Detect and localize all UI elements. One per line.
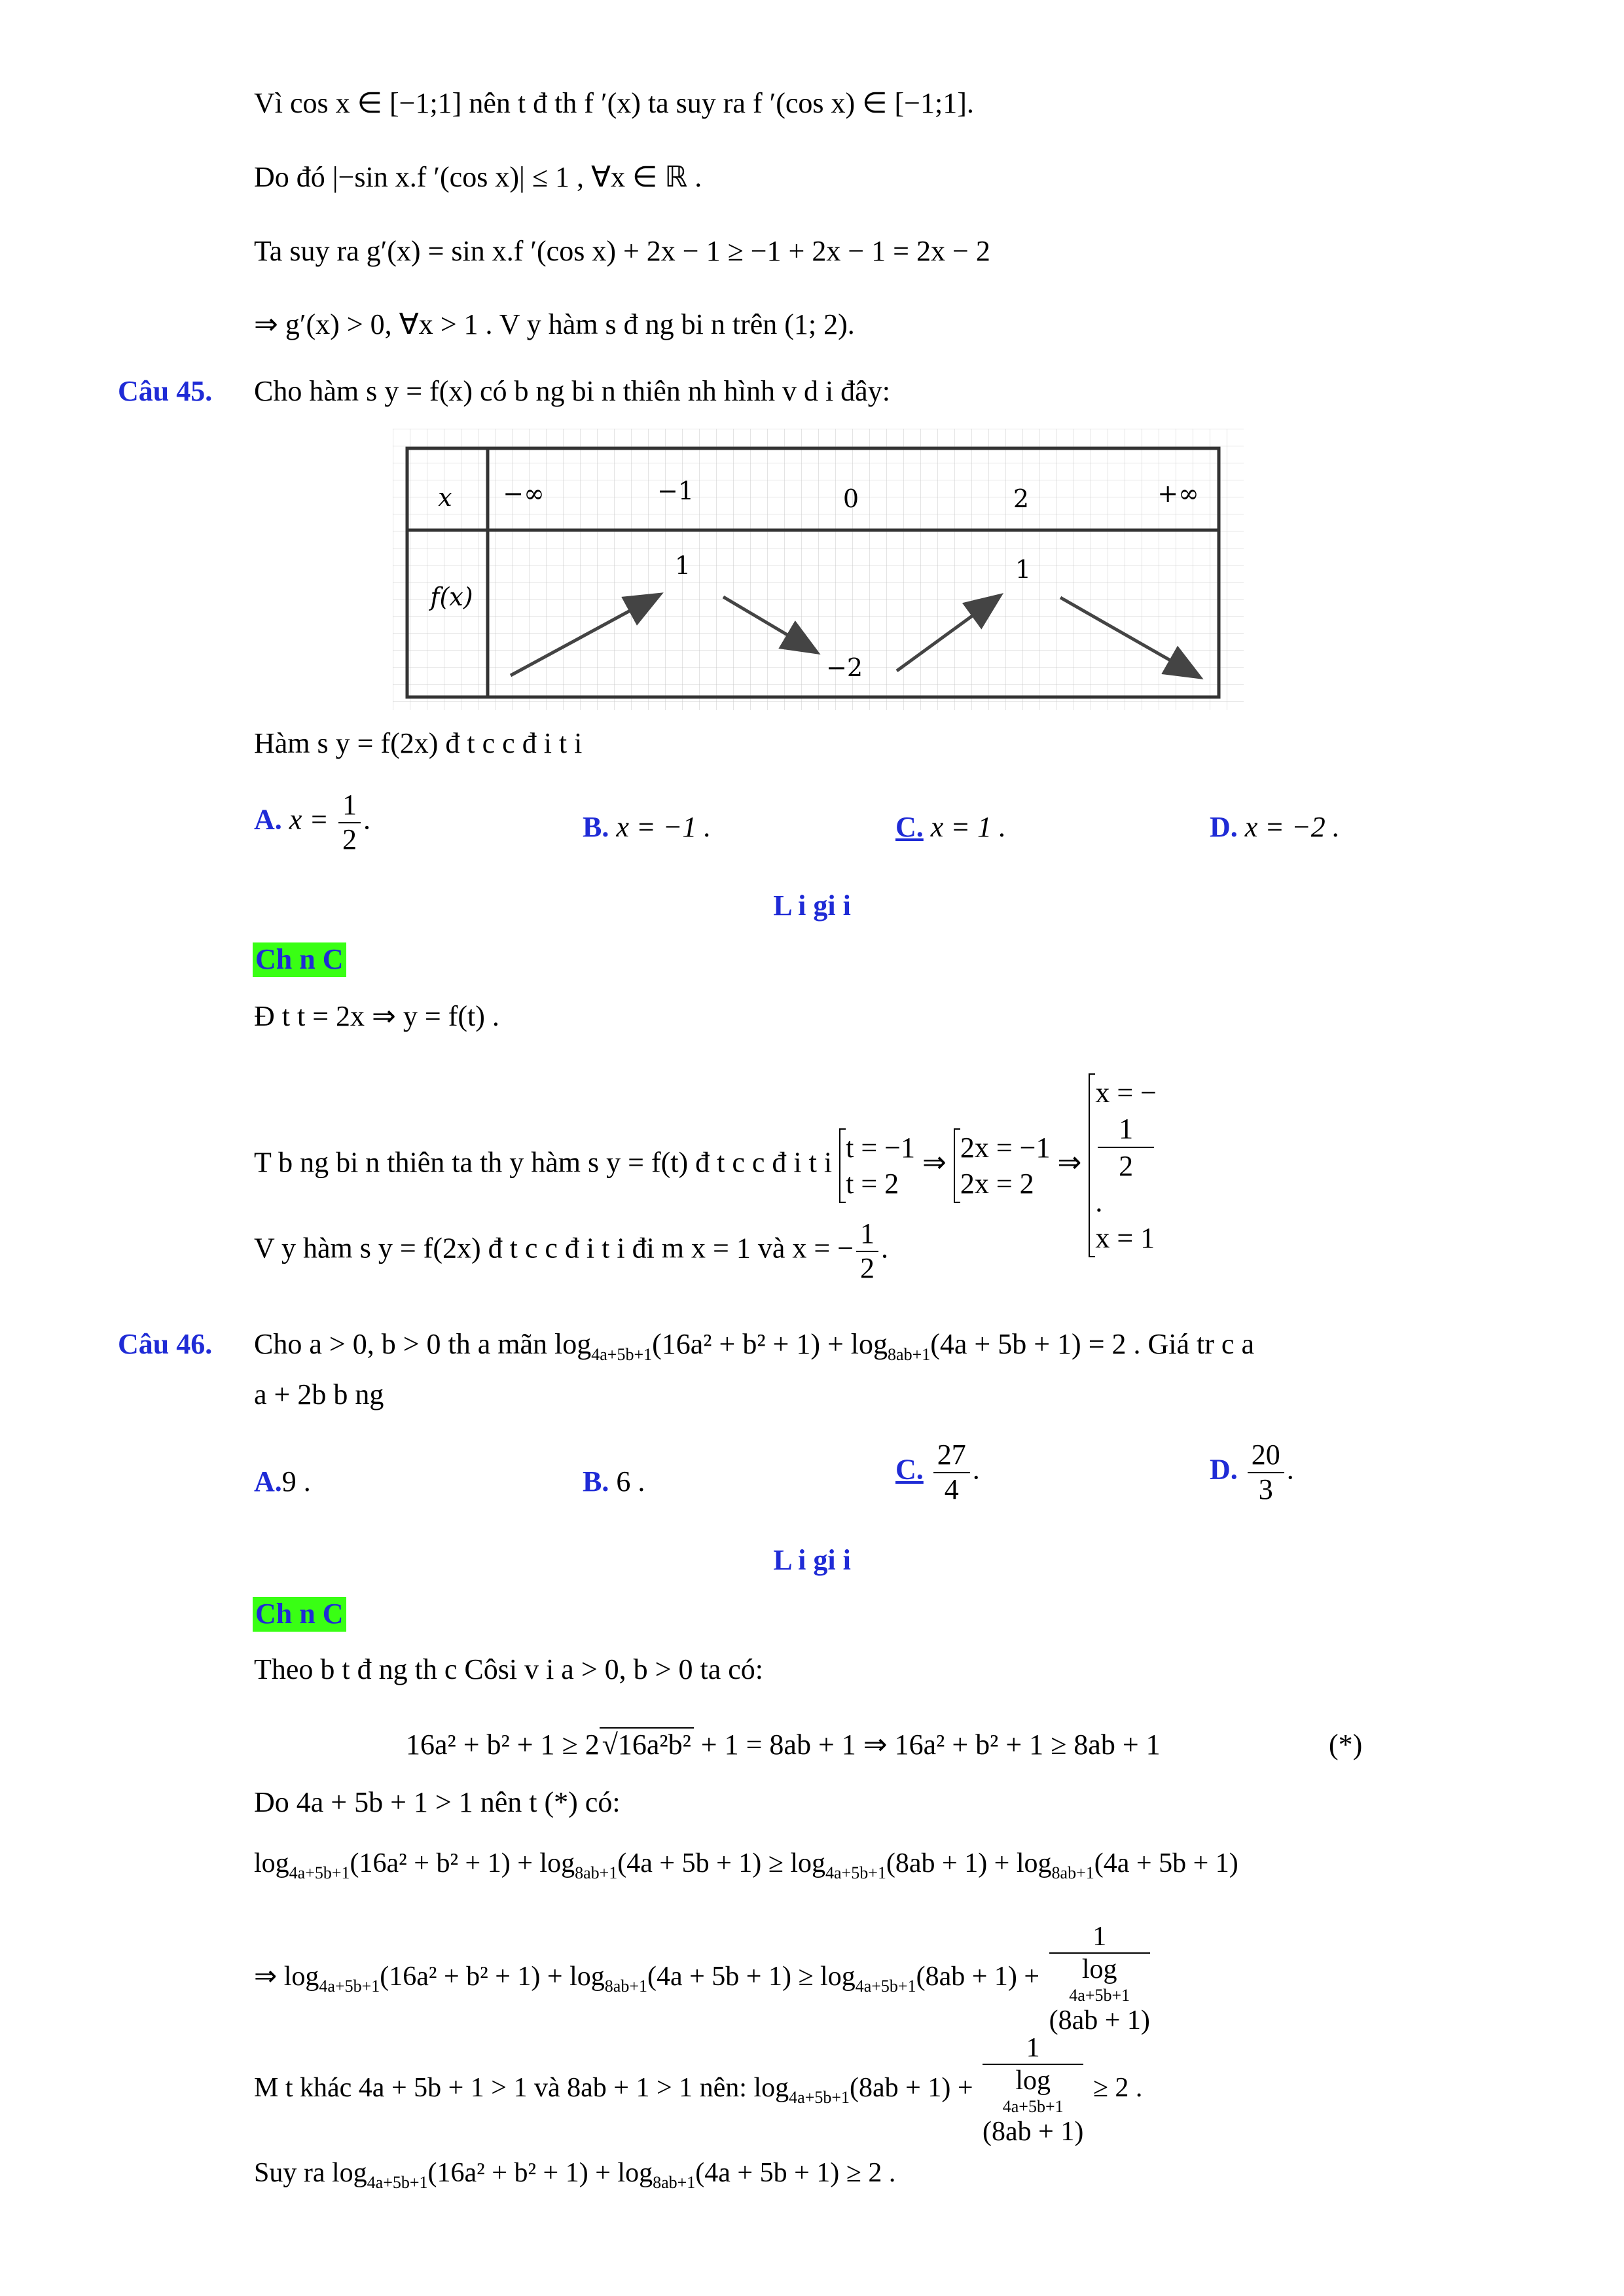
q45-step-3-text: V y hàm s y = f(2x) đ t c c đ i t i đi m x = 1 và x = − xyxy=(254,1232,854,1265)
q45-question: Hàm s y = f(2x) đ t c c đ i t i xyxy=(254,727,583,759)
q45-option-d-text: x = −2 . xyxy=(1244,811,1340,843)
q46-option-a[interactable] xyxy=(254,1465,311,1499)
q45-option-b[interactable] xyxy=(583,810,711,845)
q45-step-3-post: . xyxy=(881,1232,889,1265)
f-val-1: 1 xyxy=(674,551,691,580)
q46-option-a-text: 9 . xyxy=(281,1465,311,1498)
q45-system-2: 2x = −1 2x = 2 xyxy=(954,1128,1051,1203)
q45-system-1: t = −1 t = 2 xyxy=(839,1128,915,1203)
q46-label: Câu 46. xyxy=(118,1328,213,1360)
q46-step-5: ⇒ $\log_{4a+5b+1}(16a^2 + b^2 + 1) + \log_{8ab+1}(4a + 5b + 1) \ge \log_{4a+5b+1}(8ab + 1)$ + 1 log 4a+5b+1 (8ab + 1) xyxy=(254,1922,1150,2036)
x-val-2: −1 xyxy=(657,476,695,505)
q45-option-a-frac: $\frac{1}{2}$ xyxy=(338,789,361,856)
q45-step-2-text: T b ng bi n thiên ta th y hàm s y = f(t) đ t c c đ i t i xyxy=(254,1146,833,1179)
q45-option-b-text: x = −1 . xyxy=(616,811,712,843)
q46-step-4: $\log_{4a+5b+1}(16a^2 + b^2 + 1) + \log_{8ab+1}(4a + 5b + 1) \ge \log_{4a+5b+1}(8ab + 1) + \log_{8ab+1}(4a + 5b + 1)$ xyxy=(254,1848,1238,1882)
x-val-4: 2 xyxy=(1013,484,1030,513)
q45-option-c-key: C. xyxy=(895,811,924,843)
q46-step-2: 16a² + b² + 1 ≥ 2√16a²b² + 1 = 8ab + 1 ⇒ 16a² + b² + 1 ≥ 8ab + 1 xyxy=(406,1729,1161,1761)
q45-step-3-frac: $\frac{1}{2}$ xyxy=(856,1217,878,1285)
q46-step-6-frac: 1 log 4a+5b+1 (8ab + 1) xyxy=(983,2033,1084,2147)
q45-label: Câu 45. xyxy=(118,375,213,407)
line-1: Vì cos x ∈ [−1;1] nên t đ th f ′(x) ta suy ra f ′(cos x) ∈ [−1;1]. xyxy=(254,87,974,119)
q45-option-d-key: D. xyxy=(1210,811,1238,843)
q46-option-c-key: C. xyxy=(895,1453,924,1486)
f-label: f(x) xyxy=(430,583,473,611)
line-4: ⇒ g′(x) > 0, ∀x > 1 . V y hàm s đ ng bi n trên (1; 2). xyxy=(254,308,855,340)
x-val-1: −∞ xyxy=(503,479,545,508)
q46-option-d[interactable]: D. $\frac{20}{3}$ . xyxy=(1210,1439,1294,1505)
q46-text-2: a + 2b b ng xyxy=(254,1378,384,1410)
arrow-1: ⇒ xyxy=(922,1146,947,1179)
q45-system-3: x = − 1 2 . x = 1 xyxy=(1089,1073,1157,1257)
q46-text: Cho a > 0, b > 0 th a mãn $\log_{4a+5b+1}(16a^2 + b^2 + 1) + \log_{8ab+1}(4a + 5b + 1) = 2$ . Giá tr c a xyxy=(254,1328,1254,1364)
q46-step-7: Suy ra $\log_{4a+5b+1}(16a^2 + b^2 + 1) + \log_{8ab+1}(4a + 5b + 1) \ge 2$ . xyxy=(254,2158,896,2192)
q46-step-6: M t khác 4a + 5b + 1 > 1 và 8ab + 1 > 1 nên: $\log_{4a+5b+1}(8ab + 1)$ + 1 log 4a+5b+1 (8ab + 1) ≥ 2 . xyxy=(254,2033,1143,2147)
q45-step-3 xyxy=(254,1217,888,1285)
q46-option-c[interactable]: C. $\frac{27}{4}$ . xyxy=(895,1439,980,1505)
q45-option-a-pre: x = xyxy=(289,803,329,836)
q46-choice: Ch n C xyxy=(253,1597,346,1632)
q46-option-b[interactable] xyxy=(583,1465,645,1499)
q45-text: Cho hàm s y = f(x) có b ng bi n thiên nh hình v d i đây: xyxy=(254,375,890,407)
q46-option-a-key: A. xyxy=(254,1465,282,1498)
q46-option-c-frac: $\frac{27}{4}$ xyxy=(933,1439,970,1506)
line-3: Ta suy ra g′(x) = sin x.f ′(cos x) + 2x − 1 ≥ −1 + 2x − 1 = 2x − 2 xyxy=(254,235,990,267)
q46-step-3: Do 4a + 5b + 1 > 1 nên t (*) có: xyxy=(254,1786,621,1818)
q45-solution-title: L i gi i xyxy=(773,889,851,922)
x-label: x xyxy=(438,483,452,512)
q45-option-b-key: B. xyxy=(583,811,609,843)
line-2: Do đó |−sin x.f ′(cos x)| ≤ 1 , ∀x ∈ ℝ . xyxy=(254,161,702,193)
q45-option-d[interactable] xyxy=(1210,810,1340,845)
f-val-2: −2 xyxy=(825,653,863,682)
q46-option-b-key: B. xyxy=(583,1465,609,1498)
sqrt: √16a²b² xyxy=(600,1727,694,1761)
f-val-3: 1 xyxy=(1015,555,1032,584)
q45-option-c-text: x = 1 . xyxy=(930,811,1007,843)
q45-option-a-post: . xyxy=(363,803,371,836)
x-val-5: +∞ xyxy=(1157,479,1199,508)
variation-table-graphic xyxy=(393,429,1244,710)
q46-option-d-key: D. xyxy=(1210,1453,1238,1486)
q46-step-2-star: (*) xyxy=(1329,1729,1363,1761)
q46-option-b-text: 6 . xyxy=(616,1465,645,1498)
q46-step-5-frac: 1 log 4a+5b+1 (8ab + 1) xyxy=(1049,1922,1150,2036)
variation-table xyxy=(393,429,1244,710)
q46-step-1: Theo b t đ ng th c Côsi v i a > 0, b > 0 ta có: xyxy=(254,1653,763,1685)
q45-option-a-key: A. xyxy=(254,803,282,836)
q45-option-a[interactable] xyxy=(254,789,370,856)
q45-choice: Ch n C xyxy=(253,942,346,977)
q46-option-d-frac: $\frac{20}{3}$ xyxy=(1248,1439,1284,1506)
arrow-2: ⇒ xyxy=(1057,1146,1082,1179)
x-val-3: 0 xyxy=(842,484,859,513)
q45-step-1: Đ t t = 2x ⇒ y = f(t) . xyxy=(254,1000,499,1032)
q45-option-c[interactable] xyxy=(895,810,1006,845)
q46-solution-title: L i gi i xyxy=(773,1544,851,1576)
